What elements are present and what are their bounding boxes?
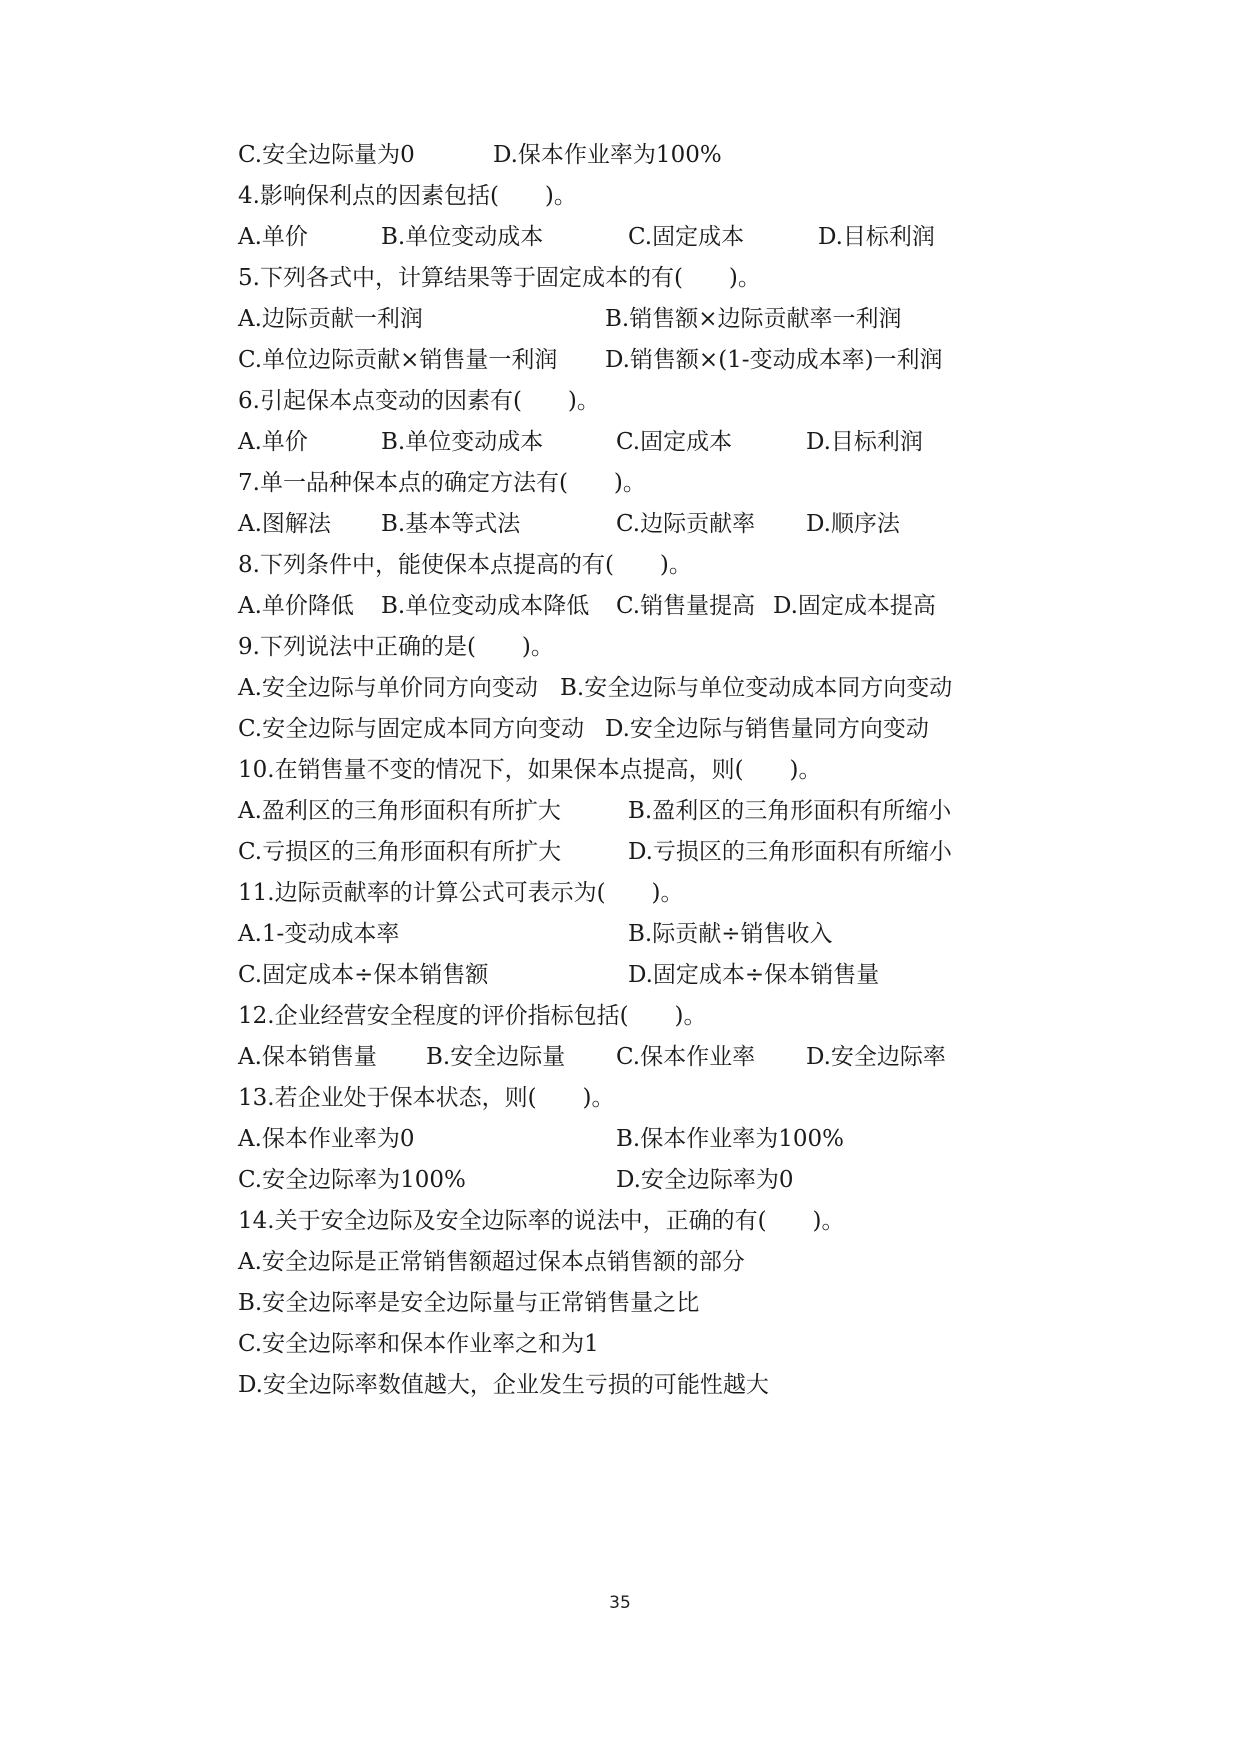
option-row	[238, 791, 1038, 831]
question-stem: 5.下列各式中，计算结果等于固定成本的有( )。	[238, 265, 761, 291]
option-row	[238, 709, 1038, 749]
answer-option: D.目标利润	[818, 224, 935, 250]
option-row	[238, 299, 1038, 339]
answer-option: D.目标利润	[806, 429, 923, 455]
answer-option: C.安全边际率为100%	[238, 1167, 466, 1193]
answer-option: C.安全边际率和保本作业率之和为1	[238, 1331, 599, 1357]
option-row	[238, 955, 1038, 995]
question-stem: 7.单一品种保本点的确定方法有( )。	[238, 470, 646, 496]
option-row	[238, 135, 1038, 175]
answer-option: C.亏损区的三角形面积有所扩大	[238, 839, 562, 865]
page-number: 35	[609, 1593, 631, 1613]
answer-option: B.安全边际率是安全边际量与正常销售量之比	[238, 1290, 700, 1316]
option-row	[238, 668, 1038, 708]
option-row	[238, 1324, 1038, 1364]
answer-option: B.基本等式法	[381, 511, 521, 537]
answer-option: A.盈利区的三角形面积有所扩大	[238, 798, 561, 824]
question-stem: 14.关于安全边际及安全边际率的说法中，正确的有( )。	[238, 1208, 845, 1234]
answer-option: D.安全边际与销售量同方向变动	[605, 716, 929, 742]
question-stem: 9.下列说法中正确的是( )。	[238, 634, 554, 660]
answer-option: A.保本作业率为0	[238, 1126, 415, 1152]
answer-option: B.安全边际量	[426, 1044, 566, 1070]
answer-option: B.安全边际与单位变动成本同方向变动	[560, 675, 953, 701]
option-row	[238, 217, 1038, 257]
answer-option: B.盈利区的三角形面积有所缩小	[628, 798, 952, 824]
answer-option: B.际贡献÷销售收入	[628, 921, 833, 947]
answer-option: C.固定成本	[628, 224, 745, 250]
option-row	[238, 1160, 1038, 1200]
answer-option: A.图解法	[238, 511, 331, 537]
answer-option: D.保本作业率为100%	[493, 142, 722, 168]
answer-option: D.固定成本提高	[773, 593, 936, 619]
option-row	[238, 422, 1038, 462]
option-row	[238, 504, 1038, 544]
answer-option: C.固定成本	[616, 429, 733, 455]
question-stem: 11.边际贡献率的计算公式可表示为( )。	[238, 880, 684, 906]
answer-option: C.边际贡献率	[616, 511, 756, 537]
answer-option: D.安全边际率为0	[616, 1167, 794, 1193]
answer-option: C.销售量提高	[616, 593, 756, 619]
answer-option: C.安全边际量为0	[238, 142, 415, 168]
option-row	[238, 1242, 1038, 1282]
answer-option: D.安全边际率	[806, 1044, 946, 1070]
question-stem: 10.在销售量不变的情况下，如果保本点提高，则( )。	[238, 757, 822, 783]
answer-option: C.安全边际与固定成本同方向变动	[238, 716, 585, 742]
option-row	[238, 1365, 1038, 1405]
option-row	[238, 586, 1038, 626]
question-stem: 8.下列条件中，能使保本点提高的有( )。	[238, 552, 692, 578]
answer-option: D.固定成本÷保本销售量	[628, 962, 880, 988]
option-row	[238, 1037, 1038, 1077]
option-row	[238, 1283, 1038, 1323]
answer-option: C.固定成本÷保本销售额	[238, 962, 489, 988]
answer-option: C.单位边际贡献×销售量一利润	[238, 347, 558, 373]
question-stem: 6.引起保本点变动的因素有( )。	[238, 388, 600, 414]
answer-option: A.保本销售量	[238, 1044, 377, 1070]
answer-option: A.单价	[238, 429, 308, 455]
option-row	[238, 1119, 1038, 1159]
question-stem: 12.企业经营安全程度的评价指标包括( )。	[238, 1003, 707, 1029]
option-row	[238, 914, 1038, 954]
answer-option: B.保本作业率为100%	[616, 1126, 844, 1152]
answer-option: B.单位变动成本	[381, 224, 544, 250]
answer-option: A.单价降低	[238, 593, 354, 619]
answer-option: A.安全边际是正常销售额超过保本点销售额的部分	[238, 1249, 745, 1275]
answer-option: A.1-变动成本率	[238, 921, 400, 947]
answer-option: B.销售额×边际贡献率一利润	[605, 306, 902, 332]
answer-option: B.单位变动成本降低	[381, 593, 590, 619]
answer-option: A.边际贡献一利润	[238, 306, 423, 332]
answer-option: A.安全边际与单价同方向变动	[238, 675, 538, 701]
answer-option: D.安全边际率数值越大，企业发生亏损的可能性越大	[238, 1372, 769, 1398]
answer-option: D.亏损区的三角形面积有所缩小	[628, 839, 952, 865]
answer-option: D.顺序法	[806, 511, 900, 537]
question-stem: 13.若企业处于保本状态，则( )。	[238, 1085, 615, 1111]
option-row	[238, 832, 1038, 872]
answer-option: A.单价	[238, 224, 308, 250]
answer-option: D.销售额×(1-变动成本率)一利润	[605, 347, 943, 373]
question-stem: 4.影响保利点的因素包括( )。	[238, 183, 577, 209]
option-row	[238, 340, 1038, 380]
answer-option: C.保本作业率	[616, 1044, 756, 1070]
answer-option: B.单位变动成本	[381, 429, 544, 455]
